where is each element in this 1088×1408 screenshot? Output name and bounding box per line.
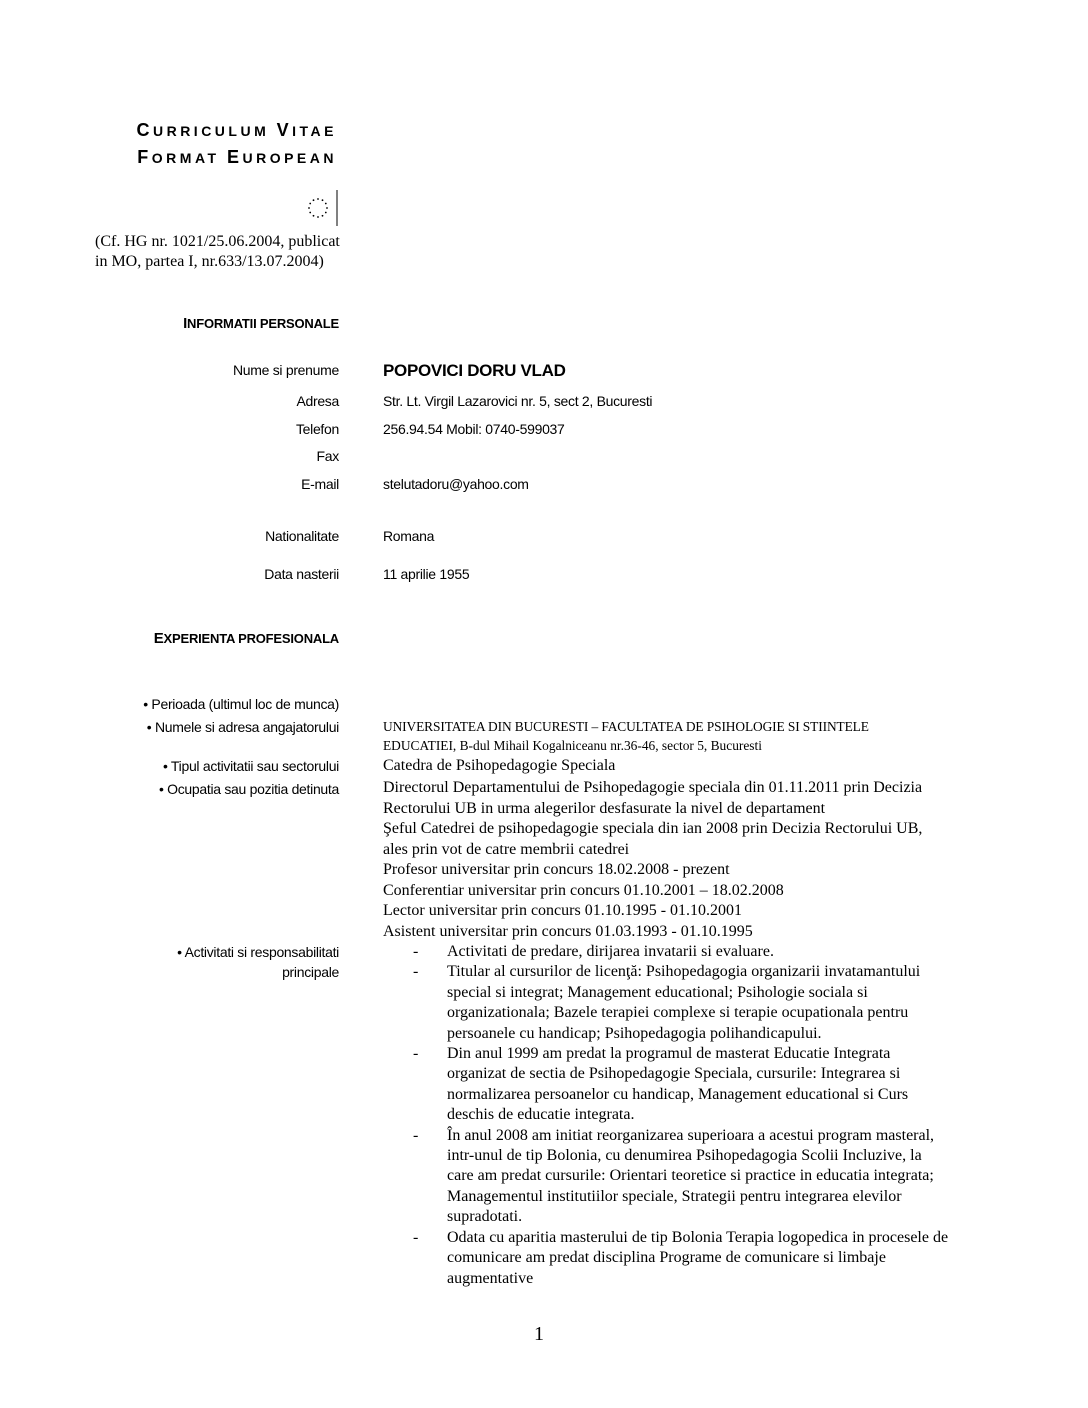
label-responsibilities: • Activitati si responsabilitati principale (177, 944, 339, 980)
label-name: Nume si prenume (233, 362, 339, 378)
list-item: - Odata cu aparitia masterului de tip Bolonia Terapia logopedica in procesele de comunicare am predat disciplina Programe de comunicare si limbaje augmentative (413, 1228, 949, 1287)
label-birth-date: Data nasterii (264, 566, 339, 582)
employer-name-address: UNIVERSITATEA DIN BUCURESTI – FACULTATEA DE PSIHOLOGIE SI STIINTELE EDUCATIEI, B-dul Mihail Kogalniceanu nr.36-46, sector 5, Bucuresti (383, 719, 869, 753)
page-number: 1 (534, 1323, 544, 1345)
section-title-experience: EXPERIENTA PROFESIONALA (153, 630, 339, 647)
label-address: Adresa (296, 393, 339, 409)
position-line: Directorul Departamentului de Psihopedagogie speciala din 01.11.2011 prin Decizia (383, 779, 923, 796)
value-phone: 256.94.54 Mobil: 0740-599037 (383, 421, 565, 437)
label-activity-type: • Tipul activitatii sau sectorului (162, 758, 339, 774)
position-line: Conferentiar universitar prin concurs 01.10.2001 – 18.02.2008 (383, 881, 784, 899)
value-address: Str. Lt. Virgil Lazarovici nr. 5, sect 2, Bucuresti (383, 393, 653, 409)
cv-title-line2: FORMAT EUROPEAN (137, 147, 337, 167)
label-employer: • Numele si adresa angajatorului (146, 719, 339, 735)
positions-list (383, 778, 1033, 942)
position-line: Rectorului UB in urma alegerilor desfasurate la nivel de departament (383, 799, 826, 817)
position-line: Asistent universitar prin concurs 01.03.1993 - 01.10.1995 (383, 922, 753, 940)
legal-reference-note: (Cf. HG nr. 1021/25.06.2004, publicat in MO, partea I, nr.633/13.07.2004) (95, 233, 340, 270)
position-line: ales prin vot de catre membrii catedrei (383, 840, 630, 858)
label-nationality: Nationalitate (265, 528, 339, 544)
label-phone: Telefon (295, 421, 339, 437)
responsibilities-list (383, 942, 1023, 1289)
cv-title-line1: CURRICULUM VITAE (136, 120, 337, 140)
label-period: • Perioada (ultimul loc de munca) (143, 696, 339, 712)
value-nationality: Romana (383, 528, 435, 544)
position-line: Lector universitar prin concurs 01.10.1995 - 01.10.2001 (383, 902, 743, 919)
eu-flag-icon (298, 190, 338, 226)
list-item: - Titular al cursurilor de licenţă: Psihopedagogia organizarii invatamantului special si integrat; Management educational; Psihologie sociala si organizationala; Bazele terapiei complexe si terapie ocupationala pentru persoanele cu handicap; Psihopedagogia polihandicapului. (413, 963, 921, 1042)
label-position: • Ocupatia sau pozitia detinuta (158, 781, 339, 797)
list-item: - În anul 2008 am initiat reorganizarea superioara a acestui program masteral, intr-unul de tip Bolonia, cu denumirea Psihopedagogia Scolii Incluzive, la care am predat cursurile: Orientari teoretice si practice in educatia integrata; Managementul institutiilor speciale, Strategii pentru integrarea elevilor supradotati. (413, 1126, 935, 1226)
value-name: POPOVICI DORU VLAD (383, 361, 566, 380)
label-email: E-mail (301, 476, 339, 492)
position-line: Profesor universitar prin concurs 18.02.2008 - prezent (383, 861, 730, 878)
value-email: stelutadoru@yahoo.com (383, 476, 529, 492)
list-item: - Din anul 1999 am predat la programul de masterat Educatie Integrata organizat de sectia de Psihopedagogie Speciala, cursurile: Integrarea si normalizarea persoanelor cu handicap, Management educational si Curs deschis de educatie integrata. (413, 1045, 909, 1124)
list-item: - Activitati de predare, dirijarea invatarii si evaluare. (413, 943, 774, 960)
activity-type-value: Catedra de Psihopedagogie Speciala (383, 757, 616, 774)
section-title-personal-info: INFORMATII PERSONALE (183, 315, 339, 332)
value-birth-date: 11 aprilie 1955 (383, 566, 470, 582)
label-fax: Fax (316, 448, 339, 464)
position-line: Şeful Catedrei de psihopedagogie speciala din ian 2008 prin Decizia Rectorului UB, (383, 820, 923, 837)
